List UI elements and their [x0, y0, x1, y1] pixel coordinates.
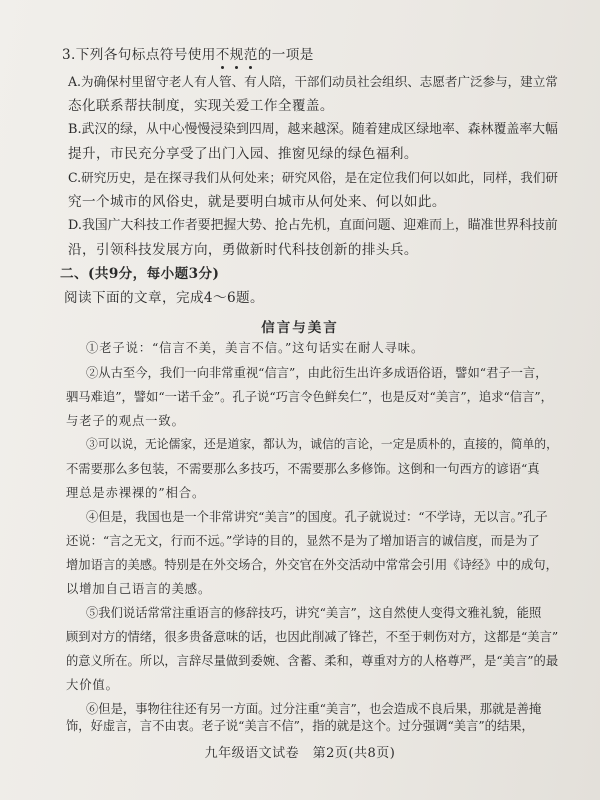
article-line: 饰，好虚言，言不由衷。老子说“美言不信”，指的就是这个。过分强调“美言”的结果， [66, 719, 534, 733]
option-d-line-2: 沿，引领科技发展方向，勇做新时代科技创新的排头兵。 [68, 242, 418, 258]
article-line: ⑤我们说话常常注重语言的修辞技巧，讲究“美言”，这自然使人变得文雅礼貌，能照 [86, 606, 542, 620]
option-c-line-1: C.研究历史，是在探寻我们从何处来；研究风俗，是在定位我们何以如此，同样，我们研 [68, 170, 558, 185]
article-line: ②从古至今，我们一向非常重视“信言”，由此衍生出许多成语俗语，譬如“君子一言， [86, 366, 548, 380]
article-line: ⑥但是，事物往往还有另一方面。过分注重“美言”，也会造成不良后果，那就是善掩 [86, 702, 542, 716]
page-footer: 九年级语文试卷 第2页(共8页) [204, 746, 396, 761]
question-3-stem-prefix: 3.下列各句标点符号使用 [62, 47, 216, 63]
option-b-line-1: B.武汉的绿，从中心慢慢浸染到四周，越来越深。随着建成区绿地率、森林覆盖率大幅 [68, 122, 558, 137]
article-line: 与老子的观点一致。 [66, 414, 185, 428]
emphasis-char: 不 [215, 47, 230, 63]
article-line: ④但是，我国也是一个非常讲究“美言”的国度。孔子就说过：“不学诗，无以言。”孔子 [86, 510, 548, 524]
article-title: 信言与美言 [261, 320, 339, 336]
option-c-line-2: 究一个城市的风俗史，就是要明白城市从何处来、何以如此。 [68, 194, 446, 210]
option-a-line-2: 态化联系帮扶制度，实现关爱工作全覆盖。 [68, 98, 334, 114]
question-3-stem [62, 49, 314, 63]
article-line: 大价值。 [66, 678, 119, 692]
question-3-stem-suffix: 的一项是 [257, 47, 314, 63]
article-line: 驷马难追”，譬如“一诺千金”。孔子说“巧言令色鲜矣仁”，也是反对“美言”，追求“信言”， [66, 390, 553, 404]
article-line: 理总是赤裸裸的”相合。 [66, 486, 206, 500]
section-2-heading: 二、(共9分，每小题3分) [60, 266, 220, 282]
article-line: ①老子说：“信言不美，美言不信。”这句话实在耐人寻味。 [86, 341, 425, 355]
article-line: 顾到对方的情绪，很多贵备意味的话，也因此削减了锋芒，不至于刺伤对方，这都是“美言” [66, 630, 559, 644]
option-a-line-1: A.为确保村里留守老人有人管、有人陪，干部们动员社会组织、志愿者广泛参与，建立常 [68, 74, 558, 89]
article-line: 以增加自己语言的美感。 [66, 582, 212, 596]
section-2-instruction: 阅读下面的文章，完成4～6题。 [64, 290, 265, 306]
article-line: 不需要那么多包装，不需要那么多技巧，不需要那么多修饰。这倒和一句西方的谚语“真 [66, 462, 540, 476]
option-b-line-2: 提升，市民充分享受了出门入园、推窗见绿的绿色福利。 [68, 146, 418, 162]
emphasis-char: 规 [229, 47, 244, 63]
option-d-line-1: D.我国广大科技工作者要把握大势、抢占先机，直面问题、迎难而上，瞄准世界科技前 [68, 218, 558, 233]
article-line: 的意义所在。所以，言辞尽量做到委婉、含蓄、柔和，尊重对方的人格尊严，是“美言”的最 [66, 654, 559, 668]
article-line: 增加语言的美感。特别是在外交场合，外交官在外交活动中常常会引用《诗经》中的成句， [66, 558, 558, 572]
article-line: 还说：“言之无文，行而不远。”学诗的目的，显然不是为了增加语言的诚信度，而是为了 [66, 534, 540, 548]
emphasis-char: 范 [243, 47, 258, 63]
article-line: ③可以说，无论儒家，还是道家，都认为，诚信的言论，一定是质朴的，直接的，简单的， [86, 437, 558, 451]
